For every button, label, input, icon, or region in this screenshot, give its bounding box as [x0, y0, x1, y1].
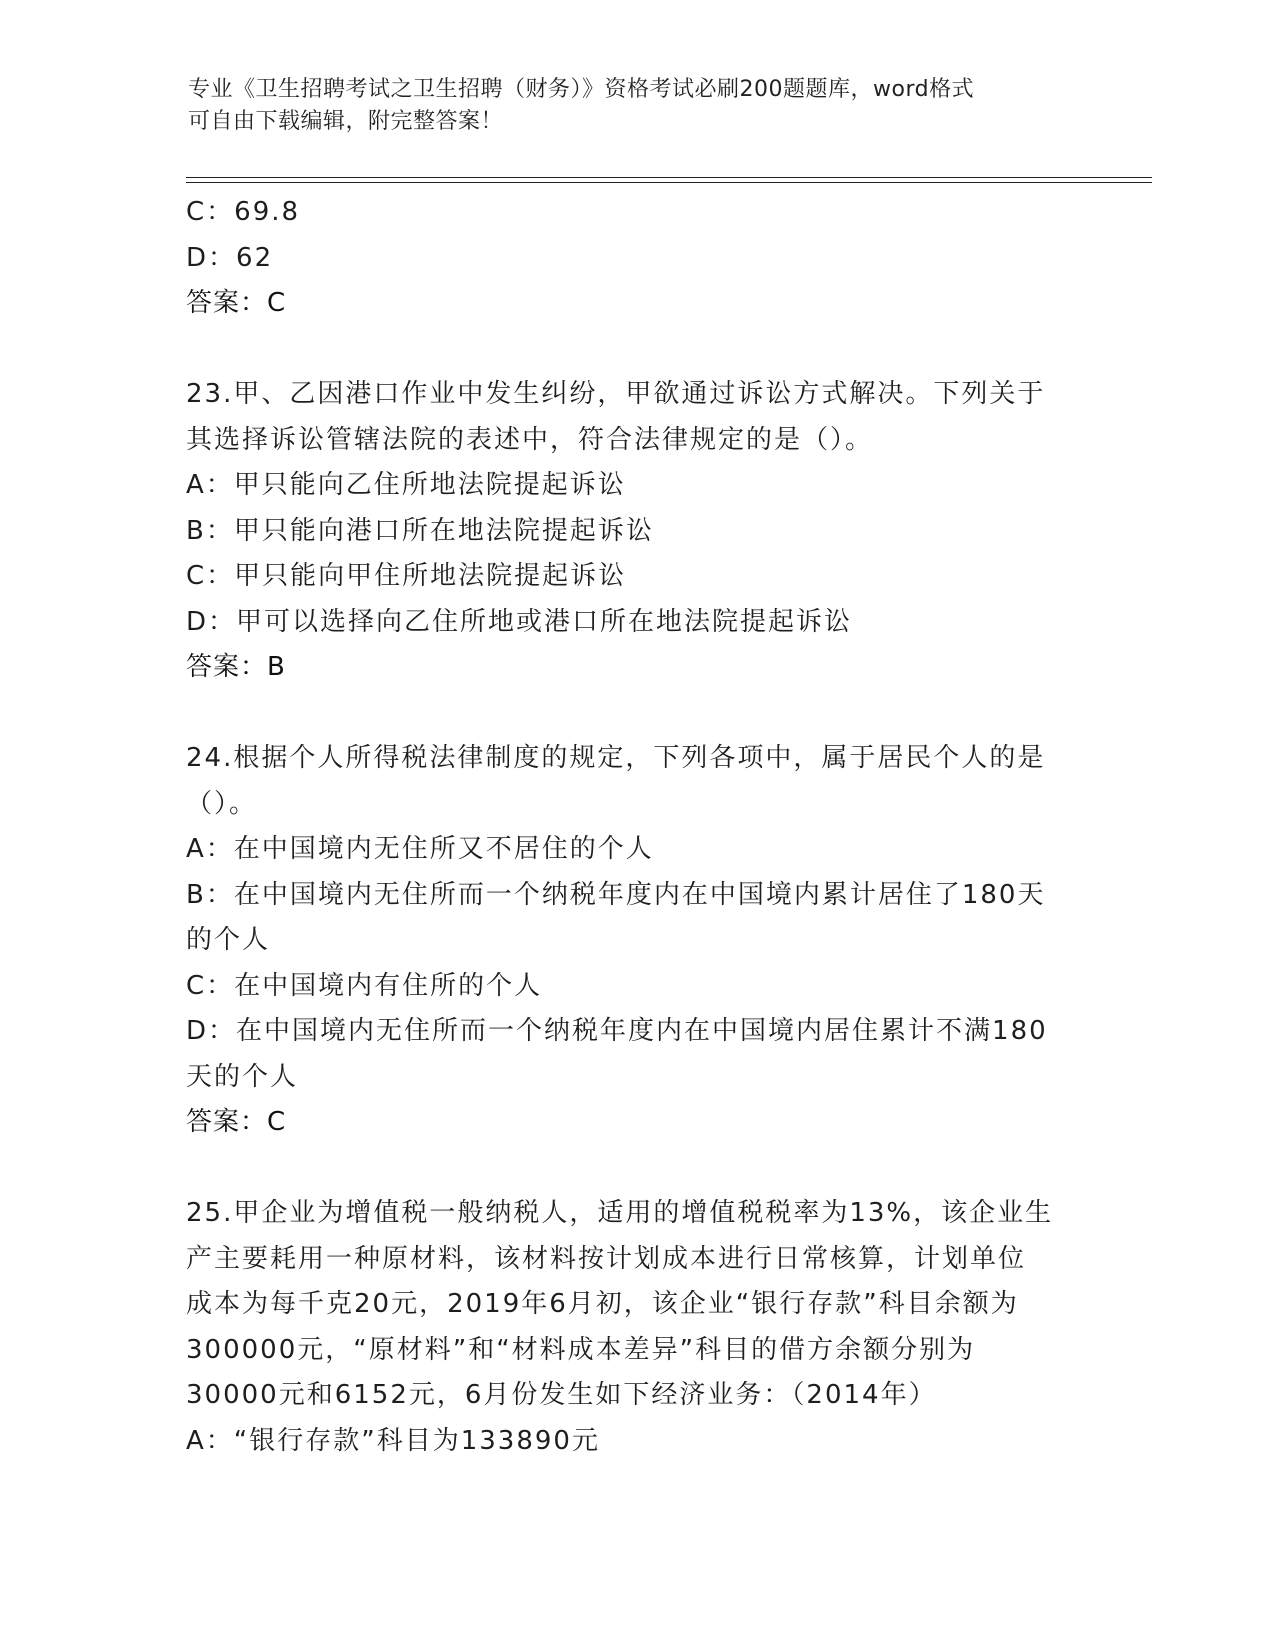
- header-rule-top: [186, 177, 1152, 178]
- option-d: D：在中国境内无住所而一个纳税年度内在中国境内居住累计不满180: [186, 1016, 1048, 1046]
- option-b: B：在中国境内无住所而一个纳税年度内在中国境内累计居住了180天: [186, 879, 1046, 910]
- question-stem: 产主要耗用一种原材料，该材料按计划成本进行日常核算，计划单位: [186, 1243, 1027, 1274]
- question-content: [186, 190, 1086, 1464]
- option-d: D：甲可以选择向乙住所地或港口所在地法院提起诉讼: [186, 606, 853, 637]
- question-25: [186, 1191, 1086, 1464]
- option-c: C：在中国境内有住所的个人: [186, 970, 543, 1001]
- answer-line: 答案：C: [186, 1107, 287, 1137]
- header-title-line-1: 专业《卫生招聘考试之卫生招聘（财务）》资格考试必刷200题题库，word格式: [188, 77, 975, 102]
- option-b-continued: 的个人: [186, 925, 271, 955]
- question-stem: 成本为每千克20元，2019年6月初，该企业“银行存款”科目余额为: [186, 1289, 1019, 1319]
- question-stem: 24.根据个人所得税法律制度的规定，下列各项中，属于居民个人的是: [186, 743, 1046, 773]
- answer-line: 答案：C: [186, 288, 287, 318]
- question-stem: 30000元和6152元，6月份发生如下经济业务：（2014年）: [186, 1380, 937, 1410]
- spacer: [186, 327, 1086, 373]
- question-24: [186, 736, 1086, 1146]
- option-a: A：“银行存款”科目为133890元: [186, 1425, 600, 1456]
- option-b: B：甲只能向港口所在地法院提起诉讼: [186, 515, 654, 546]
- option-d: D：62: [186, 242, 274, 273]
- question-22-tail: [186, 190, 1086, 327]
- spacer: [186, 1146, 1086, 1192]
- question-stem: 25.甲企业为增值税一般纳税人，适用的增值税税率为13%，该企业生: [186, 1198, 1054, 1228]
- answer-line: 答案：B: [186, 652, 286, 682]
- page-header: [188, 74, 1068, 138]
- option-d-continued: 天的个人: [186, 1061, 299, 1092]
- option-c: C：69.8: [186, 197, 301, 227]
- question-23: [186, 372, 1086, 691]
- spacer: [186, 691, 1086, 737]
- question-stem: （）。: [186, 788, 258, 819]
- header-rule-bottom: [186, 182, 1152, 183]
- option-a: A：甲只能向乙住所地法院提起诉讼: [186, 470, 626, 500]
- option-c: C：甲只能向甲住所地法院提起诉讼: [186, 561, 627, 591]
- option-a: A：在中国境内无住所又不居住的个人: [186, 834, 654, 864]
- header-title-line-2: 可自由下载编辑，附完整答案！: [188, 109, 504, 134]
- question-stem: 23.甲、乙因港口作业中发生纠纷，甲欲通过诉讼方式解决。下列关于: [186, 379, 1046, 409]
- question-stem: 300000元，“原材料”和“材料成本差异”科目的借方余额分别为: [186, 1334, 976, 1365]
- question-stem: 其选择诉讼管辖法院的表述中，符合法律规定的是（）。: [186, 424, 874, 455]
